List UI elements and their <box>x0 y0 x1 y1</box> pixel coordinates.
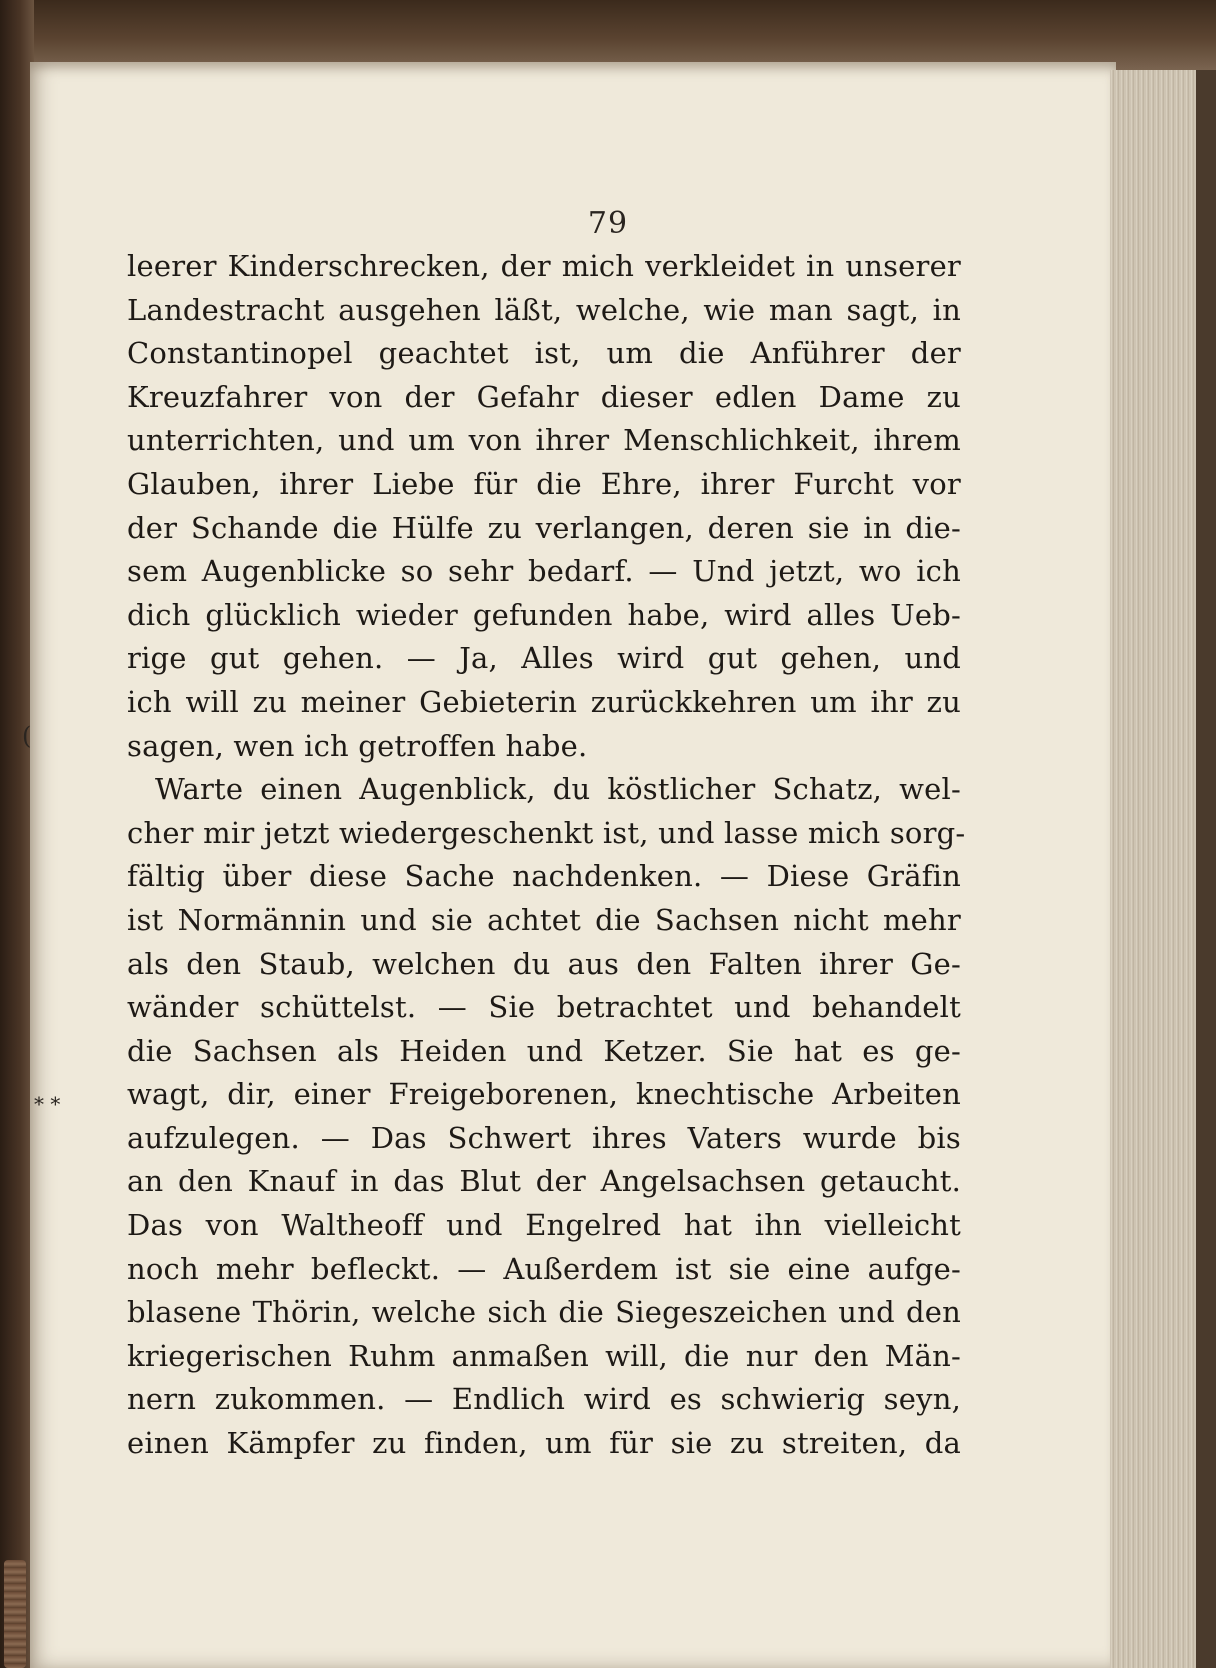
text-line: cher mir jetzt wiedergeschenkt ist, und lasse mich sorg- <box>127 815 966 850</box>
text-line: ist Normännin und sie achtet die Sachsen nicht mehr <box>127 902 961 937</box>
page-number: 79 <box>587 206 629 241</box>
text-line: ich will zu meiner Gebieterin zurückkehren um ihr zu <box>127 684 961 719</box>
text-line: nern zukommen. — Endlich wird es schwierig seyn, <box>127 1382 961 1417</box>
text-line: kriegerischen Ruhm anmaßen will, die nur den Män- <box>127 1338 961 1373</box>
text-line-paragraph-end: sagen, wen ich getroffen habe. <box>127 728 588 763</box>
text-line: Constantinopel geachtet ist, um die Anführer der <box>127 336 961 371</box>
text-line: aufzulegen. — Das Schwert ihres Vaters wurde bis <box>127 1120 961 1155</box>
text-line: Landestracht ausgehen läßt, welche, wie man sagt, in <box>127 292 961 327</box>
text-line: einen Kämpfer zu finden, um für sie zu streiten, da <box>127 1426 961 1461</box>
bookmark-ribbon <box>4 1560 26 1668</box>
text-line-paragraph-start: Warte einen Augenblick, du köstlicher Schatz, wel- <box>155 772 961 807</box>
book-cover-right-edge <box>1196 70 1216 1668</box>
text-line: unterrichten, und um von ihrer Menschlichkeit, ihrem <box>127 423 961 458</box>
text-line: blasene Thörin, welche sich die Siegeszeichen und den <box>127 1295 961 1330</box>
text-line: an den Knauf in das Blut der Angelsachsen getaucht. <box>127 1164 961 1199</box>
text-line: leerer Kinderschrecken, der mich verkleidet in unserer <box>127 249 961 283</box>
book-binding <box>0 0 34 1668</box>
text-line: Kreuzfahrer von der Gefahr dieser edlen Dame zu <box>127 379 961 414</box>
text-line: Glauben, ihrer Liebe für die Ehre, ihrer Furcht vor <box>127 466 961 501</box>
text-line: Das von Waltheoff und Engelred hat ihn vielleicht <box>127 1208 961 1243</box>
margin-mark-bracket: ( <box>22 722 32 750</box>
body-text <box>127 245 966 1466</box>
text-line: dich glücklich wieder gefunden habe, wird alles Ueb- <box>127 597 961 632</box>
margin-mark-asterisks: * * <box>34 1092 61 1116</box>
text-line: als den Staub, welchen du aus den Falten ihrer Ge- <box>127 946 961 981</box>
text-line: der Schande die Hülfe zu verlangen, deren sie in die- <box>127 510 961 545</box>
text-line: rige gut gehen. — Ja, Alles wird gut gehen, und <box>127 641 961 676</box>
text-line: noch mehr befleckt. — Außerdem ist sie eine aufge- <box>127 1251 961 1286</box>
text-line: wänder schüttelst. — Sie betrachtet und behandelt <box>127 990 961 1025</box>
text-line: sem Augenblicke so sehr bedarf. — Und jetzt, wo ich <box>127 554 961 589</box>
text-line: die Sachsen als Heiden und Ketzer. Sie hat es ge- <box>127 1033 961 1068</box>
text-line: wagt, dir, einer Freigeborenen, knechtische Arbeiten <box>127 1077 961 1112</box>
text-line: fältig über diese Sache nachdenken. — Diese Gräfin <box>127 859 961 894</box>
book-cover-top-edge <box>0 0 1216 70</box>
